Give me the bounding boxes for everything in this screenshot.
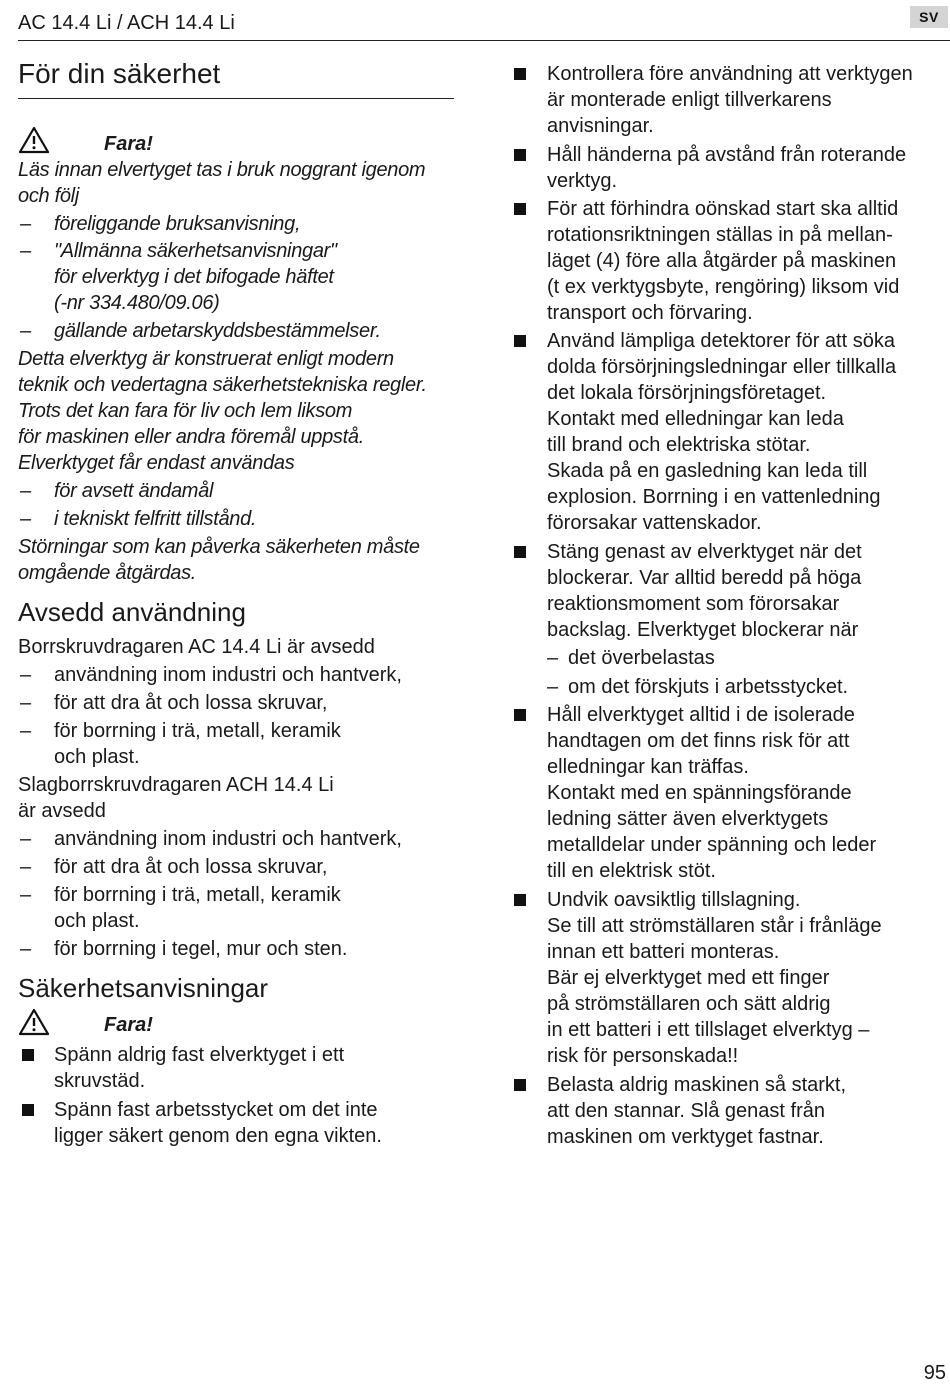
instruction-line: Stäng genast av elverktyget när det bbox=[547, 541, 862, 563]
instruction-line: Spänn fast arbetsstycket om det inte bbox=[54, 1099, 378, 1121]
instruction-line: ledning sätter även elverktygets bbox=[547, 808, 829, 830]
square-bullet-icon bbox=[514, 709, 526, 721]
instruction-line: explosion. Borrning i en vattenledning bbox=[547, 486, 881, 508]
dash-bullet: – bbox=[20, 508, 31, 530]
instruction-line: transport och förvaring. bbox=[547, 302, 753, 324]
instruction-line: anvisningar. bbox=[547, 115, 654, 137]
instruction-line: maskinen om verktyget fastnar. bbox=[547, 1126, 824, 1148]
instruction-line: För att förhindra oönskad start ska alltid bbox=[547, 198, 899, 220]
square-bullet-icon bbox=[514, 203, 526, 215]
use-line: och plast. bbox=[54, 746, 140, 768]
instruction-line: det överbelastas bbox=[568, 647, 715, 669]
instruction-line: risk för personskada!! bbox=[547, 1045, 739, 1067]
instruction-line: Håll elverktyget alltid i de isolerade bbox=[547, 704, 855, 726]
instruction-line: backslag. Elverktyget blockerar när bbox=[547, 619, 859, 641]
instruction-line: handtagen om det finns risk för att bbox=[547, 730, 850, 752]
dash-bullet: – bbox=[20, 884, 32, 906]
instruction-line: på strömställaren och sätt aldrig bbox=[547, 993, 831, 1015]
safety-line: Läs innan elvertyget tas i bruk noggrant igenom bbox=[18, 159, 426, 181]
dash-bullet: – bbox=[547, 647, 559, 669]
safety-line: och följ bbox=[18, 185, 79, 207]
instruction-line: Kontakt med elledningar kan leda bbox=[547, 408, 844, 430]
safety-line: föreliggande bruksanvisning, bbox=[54, 213, 301, 235]
instruction-line: Kontrollera före användning att verktygen bbox=[547, 63, 913, 85]
language-badge: SV bbox=[910, 6, 948, 28]
instruction-line: dolda försörjningsledningar eller tillkalla bbox=[547, 356, 897, 378]
instruction-line: läget (4) före alla åtgärder på maskinen bbox=[547, 250, 897, 272]
safety-line: gällande arbetarskyddsbestämmelser. bbox=[54, 320, 381, 342]
square-bullet-icon bbox=[514, 1079, 526, 1091]
safety-line: för maskinen eller andra föremål uppstå. bbox=[18, 426, 364, 448]
use-line: för borrning i trä, metall, keramik bbox=[54, 720, 341, 742]
instruction-line: in ett batteri i ett tillslaget elverktyg – bbox=[547, 1019, 870, 1041]
instruction-line: rotationsriktningen ställas in på mellan- bbox=[547, 224, 893, 246]
page-number: 95 bbox=[923, 1362, 946, 1384]
instruction-line: verktyg. bbox=[547, 170, 618, 192]
safety-line: "Allmänna säkerhetsanvisningar" bbox=[54, 240, 337, 262]
dash-bullet: – bbox=[20, 664, 32, 686]
safety-line: (-nr 334.480/09.06) bbox=[54, 292, 220, 314]
safety-line: Elverktyget får endast användas bbox=[18, 452, 295, 474]
instruction-line: till brand och elektriska stötar. bbox=[547, 434, 811, 456]
use-line: för borrning i trä, metall, keramik bbox=[54, 884, 341, 906]
use-line: användning inom industri och hantverk, bbox=[54, 664, 402, 686]
instruction-line: blockerar. Var alltid beredd på höga bbox=[547, 567, 862, 589]
safety-line: teknik och vedertagna säkerhetstekniska regler. bbox=[18, 374, 427, 396]
instruction-line: reaktionsmoment som förorsakar bbox=[547, 593, 840, 615]
section-title-instructions: Säkerhetsanvisningar bbox=[18, 973, 269, 1003]
warning-label: Fara! bbox=[104, 133, 153, 155]
safety-line: Trots det kan fara för liv och lem liksom bbox=[18, 400, 353, 422]
square-bullet-icon bbox=[514, 546, 526, 558]
square-bullet-icon bbox=[514, 894, 526, 906]
instruction-line: Håll händerna på avstånd från roterande bbox=[547, 144, 907, 166]
instruction-line: om det förskjuts i arbetsstycket. bbox=[568, 676, 849, 698]
use-line: för borrning i tegel, mur och sten. bbox=[54, 938, 348, 960]
instruction-line: är monterade enligt tillverkarens bbox=[547, 89, 832, 111]
warning-triangle-icon bbox=[18, 126, 50, 154]
square-bullet-icon bbox=[22, 1104, 34, 1116]
dash-bullet: – bbox=[20, 240, 31, 262]
square-bullet-icon bbox=[514, 149, 526, 161]
instruction-line: Skada på en gasledning kan leda till bbox=[547, 460, 868, 482]
warning-label: Fara! bbox=[104, 1014, 153, 1036]
instruction-line: ligger säkert genom den egna vikten. bbox=[54, 1125, 382, 1147]
use-line: Slagborrskruvdragaren ACH 14.4 Li bbox=[18, 774, 334, 796]
instruction-line: Använd lämpliga detektorer för att söka bbox=[547, 330, 895, 352]
safety-line: i tekniskt felfritt tillstånd. bbox=[54, 508, 257, 530]
use-line: användning inom industri och hantverk, bbox=[54, 828, 402, 850]
use-line: och plast. bbox=[54, 910, 140, 932]
use-line: för att dra åt och lossa skruvar, bbox=[54, 692, 328, 714]
square-bullet-icon bbox=[514, 335, 526, 347]
instruction-line: skruvstäd. bbox=[54, 1070, 146, 1092]
dash-bullet: – bbox=[20, 213, 31, 235]
section-title-safety: För din säkerhet bbox=[18, 58, 221, 89]
page-header bbox=[18, 0, 950, 41]
safety-line: för avsett ändamål bbox=[54, 480, 214, 502]
use-line: för att dra åt och lossa skruvar, bbox=[54, 856, 328, 878]
instruction-line: elledningar kan träffas. bbox=[547, 756, 749, 778]
instruction-line: Bär ej elverktyget med ett finger bbox=[547, 967, 830, 989]
warning-triangle-icon bbox=[18, 1008, 50, 1036]
instruction-line: Spänn aldrig fast elverktyget i ett bbox=[54, 1044, 345, 1066]
safety-line: omgående åtgärdas. bbox=[18, 562, 197, 584]
instruction-line: att den stannar. Slå genast från bbox=[547, 1100, 825, 1122]
safety-line: Störningar som kan påverka säkerheten måste bbox=[18, 536, 420, 558]
dash-bullet: – bbox=[20, 828, 32, 850]
model-title: AC 14.4 Li / ACH 14.4 Li bbox=[18, 12, 235, 34]
dash-bullet: – bbox=[20, 856, 32, 878]
instruction-line: innan ett batteri monteras. bbox=[547, 941, 780, 963]
dash-bullet: – bbox=[20, 938, 32, 960]
instruction-line: metalldelar under spänning och leder bbox=[547, 834, 877, 856]
instruction-line: det lokala försörjningsföretaget. bbox=[547, 382, 827, 404]
instruction-line: Se till att strömställaren står i frånläge bbox=[547, 915, 882, 937]
instruction-line: förorsakar vattenskador. bbox=[547, 512, 762, 534]
instruction-line: (t ex verktygsbyte, rengöring) liksom vid bbox=[547, 276, 900, 298]
section-title-intended-use: Avsedd användning bbox=[18, 597, 246, 627]
instruction-line: Kontakt med en spänningsförande bbox=[547, 782, 852, 804]
use-line: Borrskruvdragaren AC 14.4 Li är avsedd bbox=[18, 636, 375, 658]
dash-bullet: – bbox=[20, 692, 32, 714]
dash-bullet: – bbox=[547, 676, 559, 698]
safety-line: Detta elverktyg är konstruerat enligt modern bbox=[18, 348, 394, 370]
instruction-line: Belasta aldrig maskinen så starkt, bbox=[547, 1074, 847, 1096]
square-bullet-icon bbox=[22, 1049, 34, 1061]
instruction-line: till en elektrisk stöt. bbox=[547, 860, 716, 882]
square-bullet-icon bbox=[514, 68, 526, 80]
dash-bullet: – bbox=[20, 720, 32, 742]
dash-bullet: – bbox=[20, 480, 31, 502]
section-rule bbox=[18, 98, 454, 99]
instruction-line: Undvik oavsiktlig tillslagning. bbox=[547, 889, 801, 911]
use-line: är avsedd bbox=[18, 800, 106, 822]
safety-line: för elverktyg i det bifogade häftet bbox=[54, 266, 334, 288]
dash-bullet: – bbox=[20, 320, 31, 342]
